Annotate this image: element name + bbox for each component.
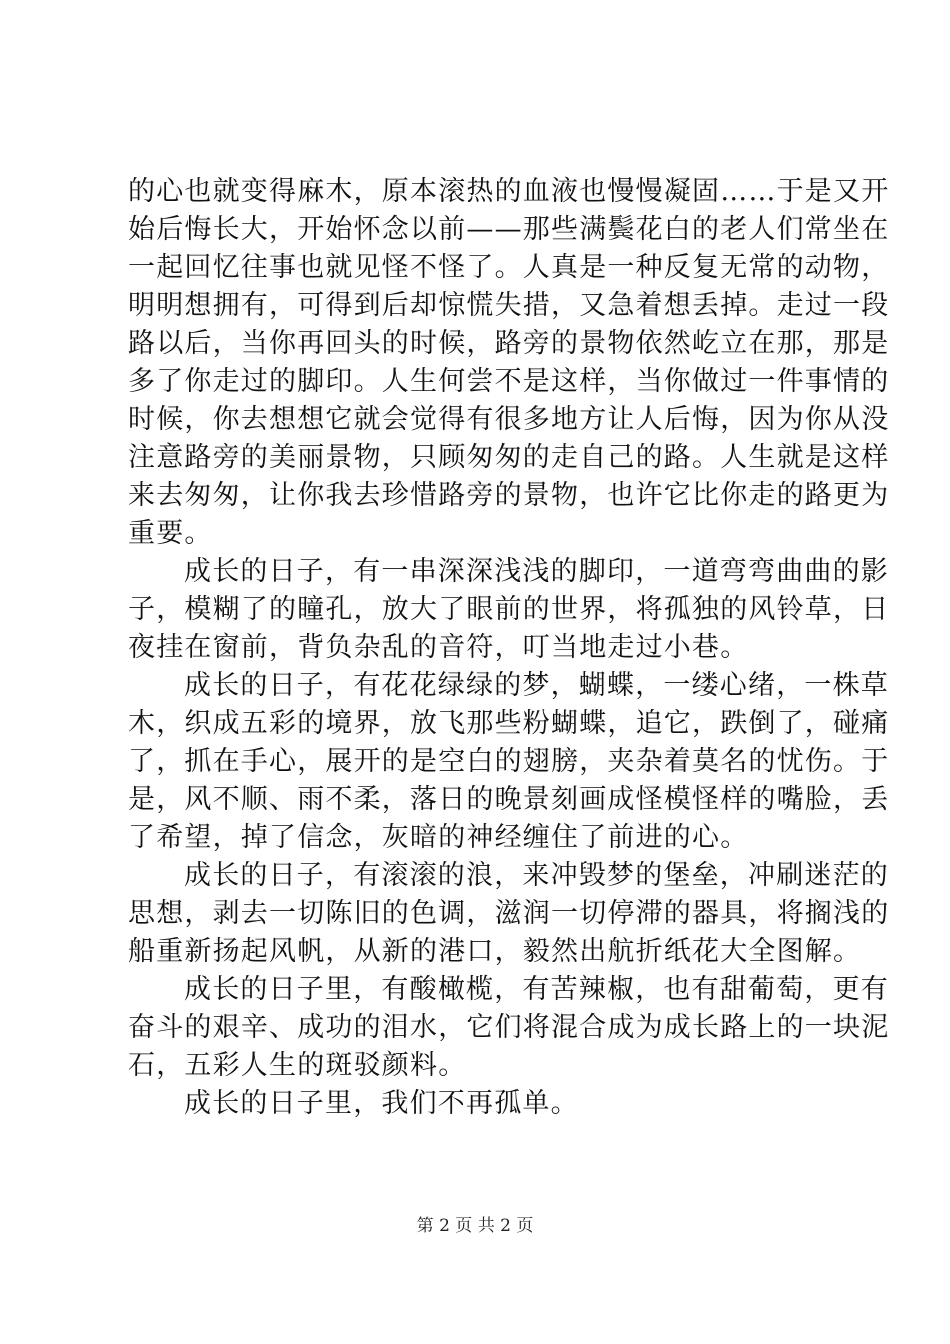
document-body <box>128 173 890 1123</box>
text-line: 木，织成五彩的境界，放飞那些粉蝴蝶，追它，跌倒了，碰痛 <box>128 708 890 739</box>
text-line: 一起回忆往事也就见怪不怪了。人真是一种反复无常的动物， <box>128 252 890 283</box>
text-line: 奋斗的艰辛、成功的泪水，它们将混合成为成长路上的一块泥 <box>128 1012 890 1043</box>
text-line: 的心也就变得麻木，原本滚热的血液也慢慢凝固……于是又开 <box>128 176 890 207</box>
text-line: 时候，你去想想它就会觉得有很多地方让人后悔，因为你从没 <box>128 404 890 435</box>
text-line: 了希望，掉了信念，灰暗的神经缠住了前进的心。 <box>128 822 749 853</box>
text-line: 船重新扬起风帆，从新的港口，毅然出航折纸花大全图解。 <box>128 936 862 967</box>
text-line: 了，抓在手心，展开的是空白的翅膀，夹杂着莫名的忧伤。于 <box>128 746 890 777</box>
text-line: 明明想拥有，可得到后却惊慌失措，又急着想丢掉。走过一段 <box>128 290 890 321</box>
paragraph-start-line: 成长的日子，有滚滚的浪，来冲毁梦的堡垒，冲刷迷茫的 <box>184 860 889 891</box>
paragraph-start-line: 成长的日子里，我们不再孤单。 <box>184 1088 579 1119</box>
text-line: 思想，剥去一切陈旧的色调，滋润一切停滞的器具，将搁浅的 <box>128 898 890 929</box>
text-line: 石，五彩人生的斑驳颜料。 <box>128 1050 467 1081</box>
page-footer: 第 2 页 共 2 页 <box>416 1216 534 1236</box>
text-line: 路以后，当你再回头的时候，路旁的景物依然屹立在那，那是 <box>128 328 890 359</box>
paragraph-start-line: 成长的日子，有花花绿绿的梦，蝴蝶，一缕心绪，一株草 <box>184 670 889 701</box>
text-line: 是，风不顺、雨不柔，落日的晚景刻画成怪模怪样的嘴脸，丢 <box>128 784 890 815</box>
text-line: 夜挂在窗前，背负杂乱的音符，叮当地走过小巷。 <box>128 632 749 663</box>
text-line: 子，模糊了的瞳孔，放大了眼前的世界，将孤独的风铃草，日 <box>128 594 890 625</box>
text-line: 来去匆匆，让你我去珍惜路旁的景物，也许它比你走的路更为 <box>128 480 890 511</box>
text-line: 重要。 <box>128 518 213 549</box>
text-line: 始后悔长大，开始怀念以前——那些满鬓花白的老人们常坐在 <box>128 214 890 245</box>
paragraph-start-line: 成长的日子里，有酸橄榄，有苦辣椒，也有甜葡萄，更有 <box>184 974 889 1005</box>
text-line: 注意路旁的美丽景物，只顾匆匆的走自己的路。人生就是这样 <box>128 442 890 473</box>
paragraph-start-line: 成长的日子，有一串深深浅浅的脚印，一道弯弯曲曲的影 <box>184 556 889 587</box>
text-line: 多了你走过的脚印。人生何尝不是这样，当你做过一件事情的 <box>128 366 890 397</box>
